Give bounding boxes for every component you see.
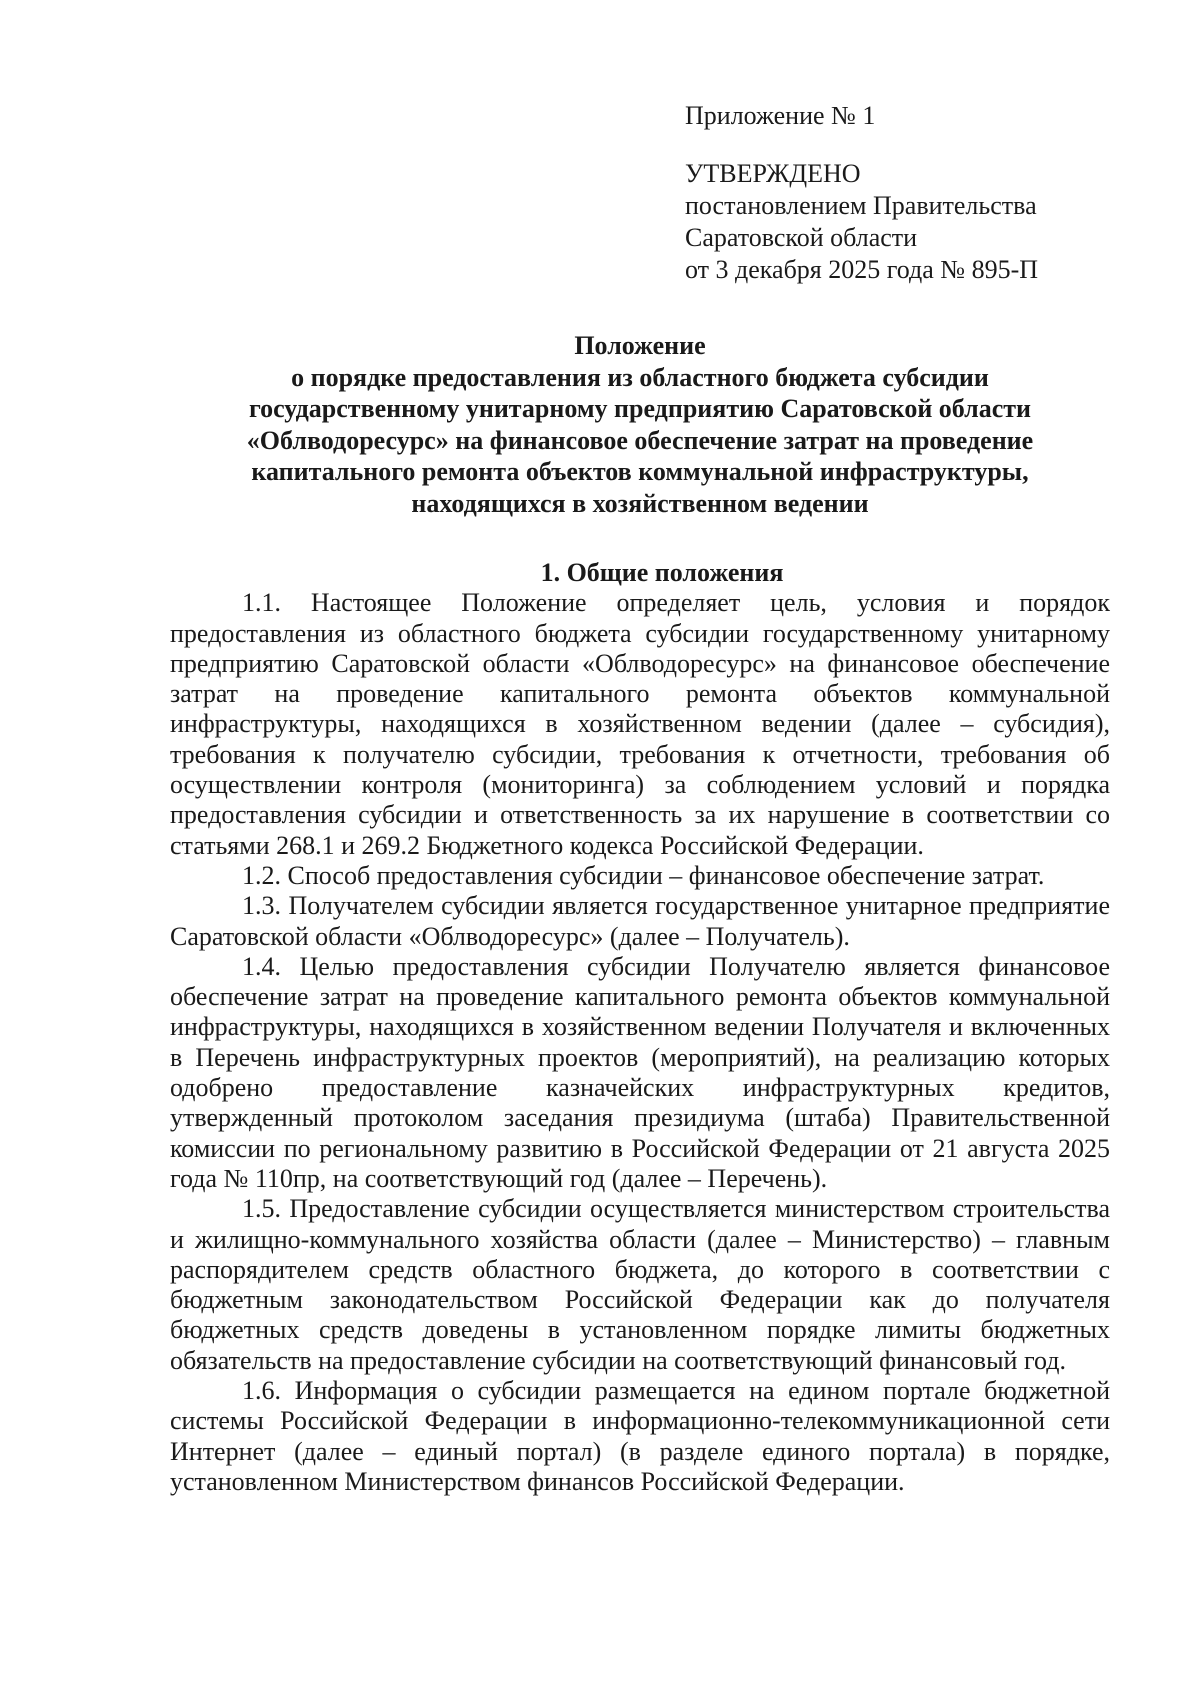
title-line-3: государственному унитарному предприятию Саратовской области bbox=[248, 394, 1032, 423]
paragraph-1-5: 1.5. Предоставление субсидии осуществляется министерством строительства и жилищно-коммунального хозяйства области (далее – Министерство) – главным распорядителем средств областного бюджета, до которого в соответствии с бюджетным законодательством Российской Федерации как до получателя бюджетных средств доведены в установленном порядке лимиты бюджетных обязательств на предоставление субсидии на соответствующий финансовый год. bbox=[170, 1194, 1110, 1375]
title-line-5: капитального ремонта объектов коммунальной инфраструктуры, bbox=[251, 457, 1029, 486]
document-body bbox=[170, 558, 1110, 1497]
appendix-number: Приложение № 1 bbox=[685, 101, 876, 130]
paragraph-1-2: 1.2. Способ предоставления субсидии – финансовое обеспечение затрат. bbox=[242, 860, 1045, 890]
title-line-4: «Облводоресурс» на финансовое обеспечение затрат на проведение bbox=[246, 425, 1034, 455]
title-line-6: находящихся в хозяйственном ведении bbox=[411, 488, 869, 518]
approval-line-3: от 3 декабря 2025 года № 895-П bbox=[685, 255, 1039, 284]
approved-label: УТВЕРЖДЕНО bbox=[685, 159, 861, 188]
paragraph-1-4: 1.4. Целью предоставления субсидии Получателю является финансовое обеспечение затрат на проведение капитального ремонта объектов коммунальной инфраструктуры, находящихся в хозяйственном ведении Получателя и включенных в Перечень инфраструктурных проектов (мероприятий), на реализацию которых одобрено предоставление казначейских инфраструктурных кредитов, утвержденный протоколом заседания президиума (штаба) Правительственной комиссии по региональному развитию в Российской Федерации от 21 августа 2025 года № 110пр, на соответствующий год (далее – Перечень). bbox=[170, 951, 1110, 1193]
approval-line-1: постановлением Правительства bbox=[685, 191, 1037, 220]
title-line-2: о порядке предоставления из областного бюджета субсидии bbox=[291, 362, 989, 392]
section-heading: 1. Общие положения bbox=[540, 558, 784, 587]
paragraph-1-6: 1.6. Информация о субсидии размещается на едином портале бюджетной системы Российской Федерации в информационно-телекоммуникационной сети Интернет (далее – единый портал) (в разделе единого портала) в порядке, установленном Министерством финансов Российской Федерации. bbox=[170, 1376, 1110, 1496]
document-title bbox=[170, 330, 1110, 519]
paragraph-1-3: 1.3. Получателем субсидии является государственное унитарное предприятие Саратовской области «Облводоресурс» (далее – Получатель). bbox=[170, 891, 1110, 951]
approval-stamp-block bbox=[685, 100, 1105, 286]
approval-line-2: Саратовской области bbox=[685, 223, 918, 252]
paragraph-1-1: 1.1. Настоящее Положение определяет цель, условия и порядок предоставления из областного бюджета субсидии государственному унитарному предприятию Саратовской области «Облводоресурс» на финансовое обеспечение затрат на проведение капитального ремонта объектов коммунальной инфраструктуры, находящихся в хозяйственном ведении (далее – субсидия), требования к получателю субсидии, требования к отчетности, требования об осуществлении контроля (мониторинга) за соблюдением условий и порядка предоставления субсидии и ответственность за их нарушение в соответствии со статьями 268.1 и 269.2 Бюджетного кодекса Российской Федерации. bbox=[170, 588, 1110, 860]
title-line-1: Положение bbox=[574, 331, 706, 360]
